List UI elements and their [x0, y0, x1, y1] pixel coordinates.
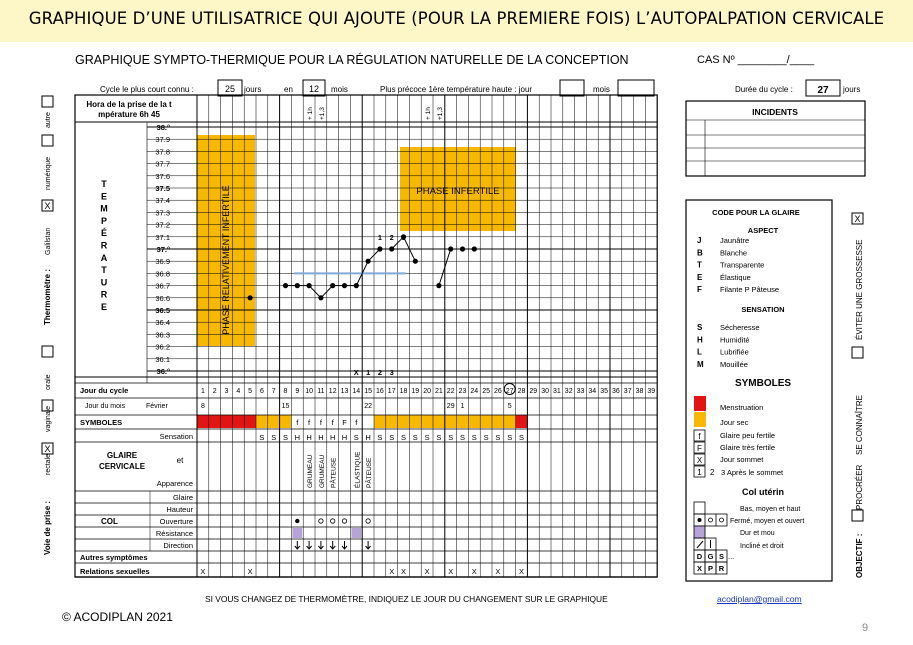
sensation-value: H: [306, 433, 312, 442]
temperature-point: [330, 283, 335, 288]
thermometer-label: Thermomètre :: [43, 268, 52, 325]
aspect-desc: Filante P Pâteuse: [720, 285, 780, 295]
cycle-day-number: 15: [364, 388, 372, 395]
orale-label: orale: [45, 374, 52, 390]
cycle-day-number: 33: [576, 388, 585, 395]
temp-tick-label: 37.6: [155, 171, 170, 181]
symbol-letter: f: [331, 418, 334, 427]
glaire-label: CERVICALE: [98, 462, 146, 471]
cycle-day-number: 20: [423, 388, 431, 395]
temperature-side-letter: E: [100, 191, 108, 202]
cycle-day-number: 36: [612, 388, 620, 395]
aspect-code: J: [697, 236, 702, 245]
peak-mark: 2: [377, 368, 382, 377]
temperature-point: [460, 246, 465, 251]
cycle-day-number: 31: [553, 388, 561, 395]
temperature-point: [354, 283, 359, 288]
sensation-value: H: [329, 433, 336, 442]
sensation-value: S: [400, 433, 407, 442]
relation-mark: X: [424, 567, 430, 576]
page-number: 9: [862, 622, 869, 634]
cycle-day-number: 7: [271, 388, 276, 395]
dry-day-legend: Jour sec: [720, 418, 749, 427]
post-peak-temp-label: 3: [401, 234, 406, 242]
months-value: 12: [308, 84, 320, 94]
cycle-day-number: 9: [295, 388, 300, 395]
rectale-label: rectale: [45, 453, 52, 475]
aspect-code: B: [697, 248, 703, 258]
resistance-mark: [292, 528, 302, 538]
month-name: Février: [146, 403, 168, 410]
sensation-value: H: [341, 433, 348, 442]
time-offset-mark: + 1h: [307, 107, 315, 120]
month-day-row-label: Jour du mois: [85, 403, 126, 410]
ferme-legend: Fermé, moyen et ouvert: [730, 518, 805, 525]
cycle-day-number: 4: [236, 388, 241, 395]
cycle-day-number: 26: [494, 388, 502, 395]
galilstan-label: Galilstan: [45, 227, 52, 255]
legend-inclined-arrow: [697, 541, 703, 548]
temp-tick-label: 37.3: [155, 208, 170, 218]
cycle-length-label: Durée du cycle :: [735, 85, 793, 94]
sensation-value: S: [271, 433, 277, 442]
relation-mark: X: [200, 567, 206, 576]
cycle-day-number: 5: [248, 388, 253, 395]
symbol-letter: F: [342, 418, 347, 427]
cycle-day-number: 24: [470, 388, 479, 395]
glaire-peu-legend: Glaire peu fertile: [720, 431, 776, 440]
temperature-point: [377, 246, 382, 251]
sensation-desc: Mouillée: [720, 359, 748, 369]
temperature-side-letter: A: [100, 252, 108, 263]
appearance-value: GRUMEAU: [307, 454, 315, 488]
legend-resistance-swatch: [694, 526, 705, 538]
glaire-label: GLAIRE: [106, 451, 138, 460]
temperature-side-letter: R: [100, 240, 108, 251]
post-peak-temp-label: 2: [389, 234, 394, 242]
thermometer-checkbox: [42, 135, 53, 146]
cycle-day-number: 8: [283, 388, 288, 395]
dry-day-cell: [421, 415, 433, 428]
cycle-day-number: 29: [529, 388, 538, 395]
legend-number: 2: [710, 468, 715, 477]
autre-label: autre: [45, 112, 52, 128]
appearance-value: GRUMEAU: [318, 454, 326, 488]
legend-open-circle: [709, 518, 713, 522]
temperature-point: [448, 246, 453, 251]
phase-relative-label: PHASE RELATIVEMENT INFERTILE: [221, 185, 231, 335]
cycle-day-number: 32: [564, 388, 573, 395]
col-item-label: Glaire: [172, 493, 193, 502]
cycle-day-number: 11: [317, 388, 325, 395]
menstruation-cell: [516, 415, 528, 428]
apparence-label: Apparence: [156, 479, 193, 488]
temperature-side-letter: M: [100, 203, 108, 214]
dry-day-cell: [504, 415, 516, 428]
temperature-point: [413, 259, 418, 264]
month-day-value: 8: [200, 403, 205, 410]
dry-day-cell: [480, 415, 492, 428]
sensation-label: Sensation: [159, 432, 193, 441]
vaginale-label: vaginale: [45, 405, 52, 432]
temp-tick-label: 36.3: [155, 330, 170, 340]
se-connaitre-label: SE CONNAÎTRE: [855, 394, 864, 455]
post-peak-temp-label: 1: [377, 234, 382, 242]
other-symptoms-label: Autres symptômes: [80, 553, 148, 562]
legend-open-circle: [720, 518, 724, 522]
thermometer-checkbox: [42, 96, 53, 107]
months-label: mois: [331, 85, 348, 94]
relation-mark: X: [389, 567, 395, 576]
chart-title: GRAPHIQUE SYMPTO-THERMIQUE POUR LA RÉGULATION NATURELLE DE LA CONCEPTION: [75, 53, 629, 67]
temperature-point: [366, 259, 371, 264]
sensation-value: S: [412, 433, 418, 442]
after-peak-legend: 3 Après le sommet: [721, 468, 784, 477]
temperature-point: [295, 283, 300, 288]
temperature-point: [248, 295, 253, 300]
menstruation-cell: [244, 415, 256, 428]
menstruation-cell: [232, 415, 244, 428]
cervix-open-circle: [366, 519, 370, 523]
sensation-value: S: [471, 433, 477, 442]
cycle-day-number: 37: [623, 388, 632, 395]
jour-sommet-legend: Jour sommet: [720, 455, 764, 464]
month-day-value: 5: [507, 403, 512, 410]
time-offset-mark: +1,3: [318, 107, 326, 120]
temp-tick-label: 38.°: [156, 123, 170, 132]
col-item-label: Hauteur: [166, 505, 193, 514]
symbol-letter: f: [319, 418, 322, 427]
legend-title: CODE POUR LA GLAIRE: [712, 208, 800, 217]
temp-tick-label: 37.1: [155, 232, 170, 242]
aspect-code: T: [697, 260, 702, 270]
dry-day-cell: [398, 415, 410, 428]
cycle-day-number: 13: [340, 388, 349, 395]
incidents-title: INCIDENTS: [752, 107, 798, 117]
time-row-label: mpérature 6h 45: [98, 110, 160, 119]
appearance-value: PÂTEUSE: [330, 457, 338, 488]
sensation-value: S: [282, 433, 289, 442]
cycle-day-number: 19: [411, 388, 420, 395]
cycle-day-number: 18: [399, 388, 408, 395]
legend-dots: ...: [728, 552, 735, 561]
cervix-open-circle: [319, 519, 323, 523]
legend-cell: [694, 502, 705, 514]
temp-tick-label: 36.2: [155, 342, 170, 352]
contact-email-link[interactable]: acodiplan@gmail.com: [717, 594, 802, 604]
sensation-code: L: [697, 347, 702, 357]
appearance-value: ÉLASTIQUE: [354, 451, 362, 488]
temperature-side-letter: T: [101, 179, 107, 189]
legend-aspect-heading: ASPECT: [747, 226, 779, 235]
symbol-letter: f: [355, 418, 358, 427]
month-label: mois: [593, 85, 610, 94]
numerique-label: numérique: [45, 156, 52, 190]
time-offset-mark: +1,3: [436, 107, 444, 120]
cycle-day-number: 25: [482, 388, 490, 395]
time-row-label: Hora de la prise de la t: [86, 100, 172, 109]
cycle-day-number: 34: [588, 388, 597, 395]
sensation-value: S: [495, 433, 501, 442]
relations-label: Relations sexuelles: [80, 567, 150, 576]
time-offset-mark: + 1h: [425, 107, 433, 120]
sensation-value: S: [377, 433, 383, 442]
temp-tick-label: 36.9: [155, 257, 170, 267]
legend-symbol-char: X: [696, 456, 703, 465]
objectif-label: OBJECTIF :: [855, 533, 864, 578]
cycle-day-number: 17: [387, 388, 396, 395]
dry-day-cell: [457, 415, 469, 428]
cycle-day-number: 16: [376, 388, 384, 395]
checkbox-x-mark: X: [44, 444, 51, 454]
sensation-value: S: [436, 433, 442, 442]
relation-mark: X: [448, 567, 454, 576]
symbol-letter: f: [308, 418, 311, 427]
earliest-day-box: [560, 80, 584, 96]
shortest-cycle-value: 25: [224, 84, 236, 94]
peak-mark: X: [353, 368, 359, 377]
eviter-label: ÉVITER UNE GROSSESSE: [855, 239, 864, 340]
legend-symbols-heading: SYMBOLES: [734, 378, 792, 389]
temperature-side-letter: P: [100, 215, 108, 226]
temperature-side-letter: T: [101, 265, 107, 276]
temp-tick-label: 37.8: [155, 147, 170, 157]
dry-day-cell: [256, 415, 268, 428]
temp-tick-label: 36.8: [155, 269, 170, 279]
dry-day-swatch: [694, 412, 706, 427]
legend-dgs: D: [696, 552, 703, 561]
month-day-value: 15: [281, 403, 290, 410]
voie-label: Voie de prise :: [43, 500, 52, 555]
temp-tick-label: 37.5: [155, 184, 170, 193]
earliest-month-box: [618, 80, 654, 96]
sensation-value: S: [424, 433, 430, 442]
dry-day-cell: [445, 415, 457, 428]
temp-tick-label: 36.6: [155, 293, 170, 303]
checkbox-x-mark: X: [44, 201, 51, 211]
earliest-label: Plus précoce 1ère température haute : jour: [380, 85, 533, 94]
sensation-value: H: [365, 433, 371, 442]
appearance-value: PÂTEUSE: [366, 457, 374, 488]
relation-mark: X: [400, 567, 407, 576]
month-day-value: 1: [460, 403, 465, 410]
cervix-open-circle: [342, 519, 346, 523]
sensation-value: S: [459, 433, 466, 442]
cycle-day-number: 35: [600, 388, 608, 395]
dry-day-cell: [280, 415, 292, 428]
temperature-point: [342, 283, 347, 288]
et-label: et: [176, 456, 184, 465]
in-label: en: [284, 85, 293, 94]
legend-dgs: G: [707, 552, 714, 561]
temp-tick-label: 37.7: [155, 159, 170, 169]
cycle-day-number: 3: [224, 388, 229, 395]
temp-tick-label: 37.9: [155, 135, 170, 145]
sensation-value: S: [507, 433, 513, 442]
dry-day-cell: [492, 415, 504, 428]
dry-day-cell: [268, 415, 280, 428]
legend-xpr: R: [718, 564, 725, 573]
sensation-desc: Humidité: [720, 335, 750, 345]
temperature-point: [318, 295, 323, 300]
menstruation-legend: Menstruation: [720, 403, 764, 412]
sensation-desc: Sécheresse: [720, 323, 760, 332]
shortest-cycle-label: Cycle le plus court connu :: [100, 85, 194, 94]
dry-day-cell: [386, 415, 398, 428]
legend-closed-dot: [698, 518, 702, 522]
bas-legend: Bas, moyen et haut: [740, 506, 801, 513]
cycle-day-number: 2: [212, 388, 217, 395]
legend-number: 1: [697, 468, 702, 477]
banner-title: GRAPHIQUE D’UNE UTILISATRICE QUI AJOUTE (POUR LA PREMIERE FOIS) L’AUTOPALPATION CERVICALE: [28, 9, 885, 28]
dry-day-cell: [468, 415, 480, 428]
dur-legend: Dur et mou: [740, 530, 775, 537]
menstruation-swatch: [694, 396, 706, 411]
objective-checkbox: [852, 510, 863, 521]
sensation-value: S: [483, 433, 489, 442]
sensation-value: S: [389, 433, 395, 442]
cycle-day-number: 23: [458, 388, 467, 395]
aspect-code: E: [697, 272, 703, 282]
relation-mark: X: [247, 567, 253, 576]
col-uterin-heading: Col utérin: [742, 487, 784, 497]
temperature-side-letter: É: [100, 228, 108, 239]
cycle-day-number: 27: [505, 388, 514, 395]
aspect-desc: Élastique: [720, 272, 751, 282]
sensation-code: H: [697, 335, 703, 345]
temp-tick-label: 37.2: [155, 220, 170, 230]
temperature-point: [307, 283, 312, 288]
dry-day-cell: [374, 415, 386, 428]
copyright: © ACODIPLAN 2021: [62, 610, 173, 624]
cycle-day-number: 39: [647, 388, 656, 395]
cycle-day-number: 28: [517, 388, 526, 395]
cycle-days-label: jours: [843, 85, 861, 94]
aspect-desc: Transparente: [720, 260, 765, 270]
thermometer-checkbox: [42, 346, 53, 357]
menstruation-cell: [197, 415, 209, 428]
phase-infertile-label: PHASE INFERTILE: [416, 186, 500, 197]
temp-tick-label: 36.7: [155, 281, 170, 291]
temp-tick-label: 36.4: [155, 318, 170, 328]
legend-sensation-heading: SENSATION: [741, 305, 785, 314]
cycle-day-number: 14: [352, 388, 361, 395]
temp-tick-label: 36.1: [155, 354, 170, 364]
menstruation-cell: [209, 415, 221, 428]
sensation-code: M: [697, 359, 704, 369]
temperature-side-letter: U: [100, 277, 108, 288]
legend-xpr: X: [696, 564, 703, 573]
month-day-value: 29: [446, 403, 455, 410]
cycle-day-number: 22: [446, 388, 455, 395]
symbols-row-label: SYMBOLES: [80, 418, 123, 427]
legend-xpr: P: [707, 564, 714, 573]
sensation-desc: Lubrifiée: [720, 347, 749, 357]
cycle-day-row-label: Jour du cycle: [80, 386, 129, 395]
sensation-code: S: [697, 323, 703, 332]
col-label: COL: [101, 517, 118, 526]
symbol-letter: f: [296, 418, 299, 427]
incline-legend: Incliné et droit: [740, 543, 784, 550]
temperature-point: [472, 246, 477, 251]
temp-tick-label: 36.5: [155, 306, 170, 315]
case-number-label: CAS Nº ________/____: [697, 54, 815, 66]
legend-dgs: S: [718, 552, 725, 561]
col-item-label: Résistance: [155, 529, 193, 538]
sensation-value: S: [353, 433, 359, 442]
temperature-point: [389, 246, 394, 251]
cycle-day-number: 38: [635, 388, 644, 395]
procreer-label: PROCRÉER: [855, 464, 864, 510]
peak-mark: 3: [389, 368, 394, 377]
cycle-length-value: 27: [817, 85, 829, 96]
temperature-side-letter: R: [100, 289, 108, 300]
glaire-tres-legend: Glaire très fertile: [720, 443, 776, 452]
relation-mark: X: [471, 567, 477, 576]
legend-symbol-char: f: [698, 432, 701, 441]
temperature-side-letter: E: [100, 302, 108, 312]
temp-tick-label: 36.°: [156, 367, 170, 376]
aspect-code: F: [697, 285, 702, 295]
objective-x-mark: X: [854, 214, 861, 224]
peak-mark: 1: [366, 368, 371, 377]
cycle-day-number: 1: [200, 388, 205, 395]
col-item-label: Direction: [163, 541, 193, 550]
resistance-mark: [351, 528, 361, 538]
cycle-day-number: 10: [305, 388, 313, 395]
sensation-value: H: [318, 433, 324, 442]
dry-day-cell: [433, 415, 445, 428]
sensation-value: S: [259, 433, 265, 442]
dry-day-cell: [409, 415, 421, 428]
objective-checkbox: [852, 347, 863, 358]
legend-symbol-char: F: [697, 444, 702, 453]
sensation-value: S: [448, 433, 454, 442]
temp-tick-label: 37.4: [155, 196, 170, 206]
cycle-day-number: 12: [328, 388, 337, 395]
sensation-value: S: [518, 433, 525, 442]
cycle-day-number: 30: [541, 388, 549, 395]
relation-mark: X: [518, 567, 525, 576]
aspect-desc: Jaunâtre: [720, 236, 750, 245]
aspect-desc: Blanche: [720, 248, 748, 258]
temp-tick-label: 37.°: [156, 245, 170, 254]
month-day-value: 22: [364, 403, 372, 410]
cycle-day-number: 6: [259, 388, 264, 395]
cervix-open-circle: [331, 519, 335, 523]
cycle-day-number: 21: [435, 388, 443, 395]
sensation-value: H: [294, 433, 301, 442]
cervix-closed-dot: [295, 519, 299, 523]
thermometer-change-note: SI VOUS CHANGEZ DE THERMOMÈTRE, INDIQUEZ LE JOUR DU CHANGEMENT SUR LE GRAPHIQUE: [205, 594, 608, 604]
menstruation-cell: [221, 415, 233, 428]
days-label: jours: [244, 85, 262, 94]
relation-mark: X: [495, 567, 501, 576]
temperature-point: [283, 283, 288, 288]
col-item-label: Ouverture: [159, 517, 193, 526]
temperature-point: [436, 283, 441, 288]
